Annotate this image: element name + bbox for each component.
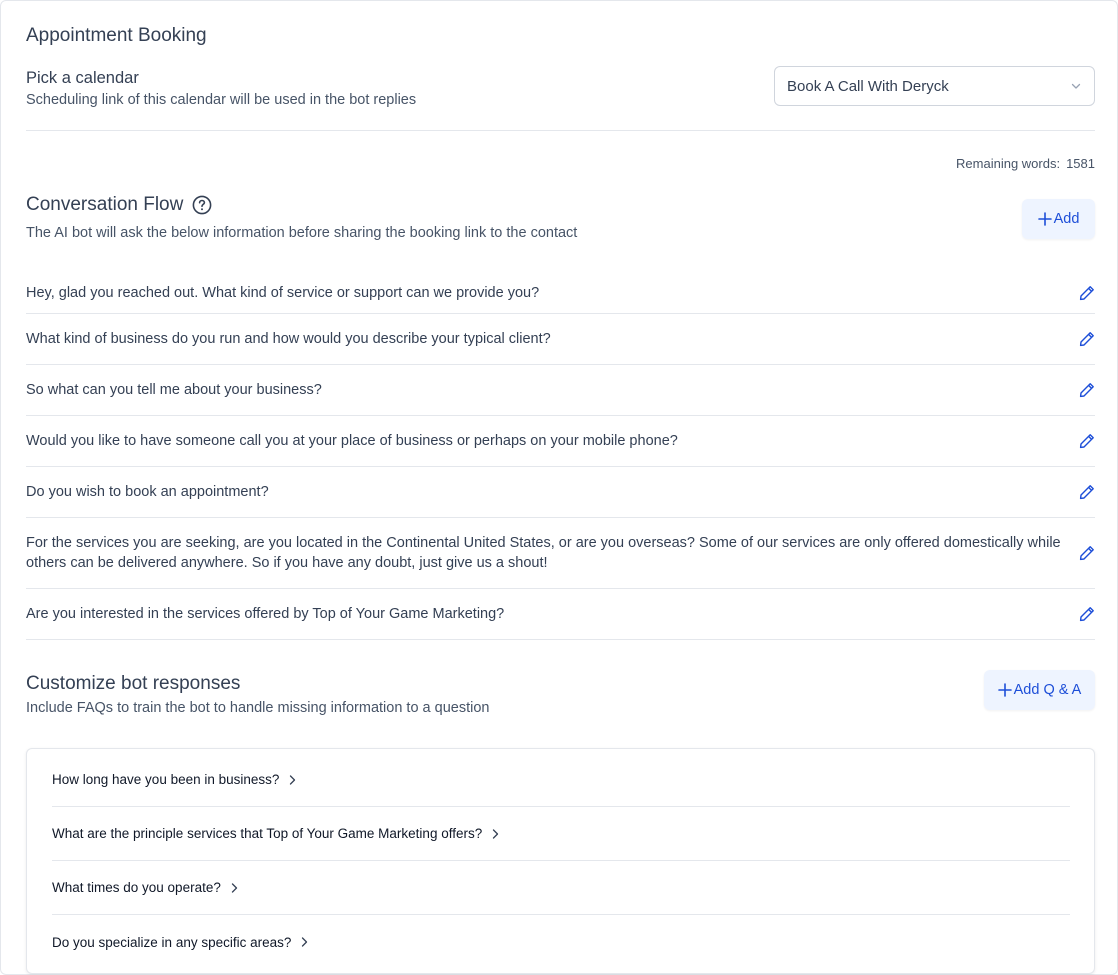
flow-question-text: Do you wish to book an appointment?: [26, 484, 269, 500]
pencil-icon[interactable]: [1079, 545, 1095, 561]
conversation-flow-heading: [26, 194, 212, 216]
plus-icon: [1038, 212, 1052, 226]
customize-responses-title: Customize bot responses: [26, 673, 241, 694]
pencil-icon[interactable]: [1079, 606, 1095, 622]
chevron-down-icon: [1070, 80, 1082, 92]
flow-question-text: Are you interested in the services offered by Top of Your Game Marketing?: [26, 606, 505, 622]
add-qa-label: Add Q & A: [1013, 682, 1082, 698]
chevron-right-icon: [489, 828, 501, 840]
add-qa-button[interactable]: [984, 670, 1095, 710]
pencil-icon[interactable]: [1079, 331, 1095, 347]
flow-question-row: [26, 518, 1095, 589]
flow-question-text: What kind of business do you run and how would you describe your typical client?: [26, 331, 551, 347]
flow-question-row: [26, 365, 1095, 416]
flow-question-text: For the services you are seeking, are you located in the Continental United States, or are you overseas? Some of our services are only offered domestically while others can be delivered anywhere. So if you have any doubt, just give us a shout!: [26, 535, 1061, 571]
pencil-icon[interactable]: [1079, 433, 1095, 449]
remaining-words-label: Remaining words:: [956, 156, 1061, 171]
chevron-right-icon: [286, 774, 298, 786]
flow-question-row: [26, 416, 1095, 467]
faq-item[interactable]: [52, 915, 1070, 969]
flow-question-row: [26, 467, 1095, 518]
faq-question: What are the principle services that Top of Your Game Marketing offers?: [52, 826, 483, 841]
flow-question-row: [26, 589, 1095, 640]
flow-question-text: Hey, glad you reached out. What kind of service or support can we provide you?: [26, 285, 540, 301]
chevron-right-icon: [298, 936, 310, 948]
page-title: Appointment Booking: [26, 25, 207, 46]
conversation-flow-description: The AI bot will ask the below information before sharing the booking link to the contact: [26, 225, 578, 241]
add-question-button[interactable]: [1022, 199, 1095, 239]
section-divider: [26, 130, 1095, 131]
pencil-icon[interactable]: [1079, 484, 1095, 500]
faq-item[interactable]: [52, 753, 1070, 807]
pencil-icon[interactable]: [1079, 382, 1095, 398]
flow-question-text: So what can you tell me about your business?: [26, 382, 322, 398]
conversation-flow-title: Conversation Flow: [26, 194, 184, 215]
remaining-words-count: 1581: [1066, 156, 1095, 171]
faq-list: [26, 748, 1095, 974]
add-question-label: Add: [1053, 211, 1080, 227]
faq-item[interactable]: [52, 861, 1070, 915]
pencil-icon[interactable]: [1079, 285, 1095, 301]
calendar-select-value: Book A Call With Deryck: [787, 77, 949, 95]
flow-question-row: [26, 314, 1095, 365]
customize-responses-description: Include FAQs to train the bot to handle missing information to a question: [26, 700, 490, 716]
flow-question-row: [26, 273, 1095, 314]
faq-question: How long have you been in business?: [52, 772, 280, 787]
calendar-label: Pick a calendar: [26, 69, 139, 87]
faq-question: What times do you operate?: [52, 880, 221, 895]
plus-icon: [998, 683, 1012, 697]
calendar-description: Scheduling link of this calendar will be used in the bot replies: [26, 92, 417, 108]
faq-question: Do you specialize in any specific areas?: [52, 934, 292, 950]
flow-question-text: Would you like to have someone call you at your place of business or perhaps on your mobile phone?: [26, 433, 678, 449]
remaining-words: [956, 156, 1095, 171]
calendar-select[interactable]: [774, 66, 1095, 106]
faq-item[interactable]: [52, 807, 1070, 861]
chevron-right-icon: [228, 882, 240, 894]
help-circle-icon[interactable]: [192, 195, 212, 215]
